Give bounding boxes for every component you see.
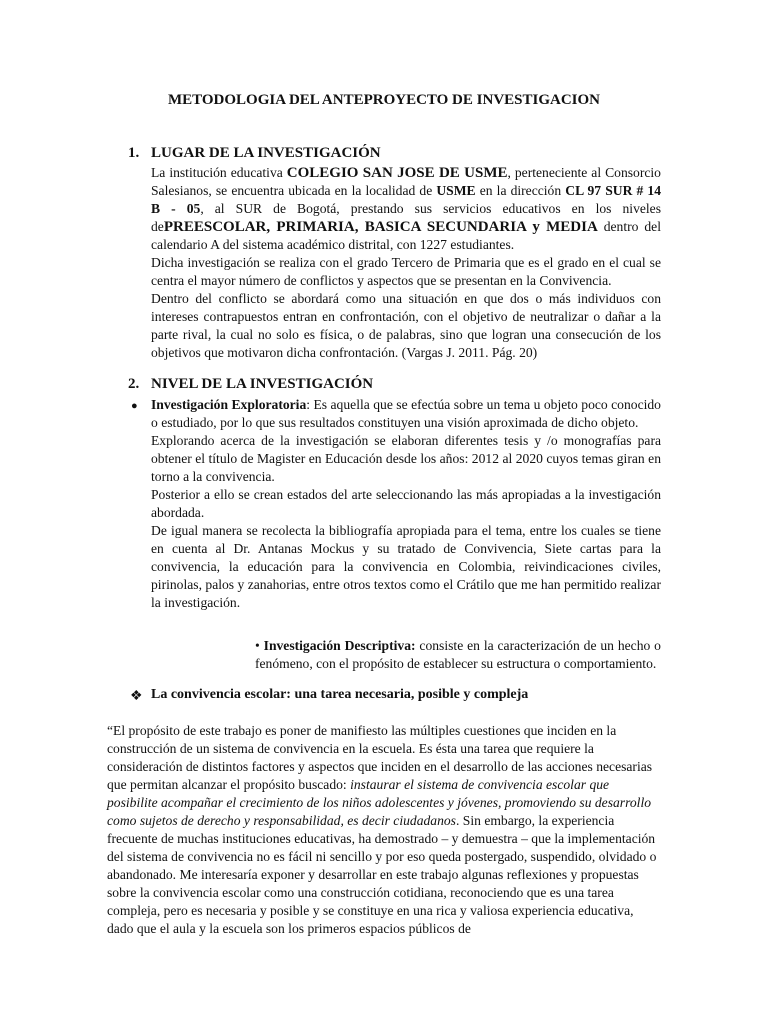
descriptiva-paragraph [255, 637, 661, 673]
section-1-body [151, 164, 661, 362]
quote-italic: instaurar el sistema de convivencia escolar que posibilite acompañar el crecimiento de los niños adolescentes y jóvenes, promoviendo su desarrollo como sujetos de derecho y responsabilidad, es decir ciudadanos [107, 777, 652, 828]
section-2-number: 2. [128, 376, 140, 392]
text-run: La institución educativa [151, 165, 287, 180]
exploratoria-paragraph [151, 396, 661, 432]
bullet-icon: • [255, 638, 260, 653]
convivencia-heading: La convivencia escolar: una tarea necesaria, posible y compleja [151, 687, 529, 702]
quote-paragraph [107, 722, 663, 938]
exploratoria-text: : Es aquella que se efectúa sobre un tema u objeto poco conocido o estudiado, por lo que sus resultados constituyen una visión aproximada de dicho objeto. [151, 397, 661, 430]
section-2-heading [128, 376, 373, 393]
section-1-paragraph-2: Dicha investigación se realiza con el grado Tercero de Primaria que es el grado en el cual se centra el mayor número de conflictos y aspectos que se presentan en la Convivencia. [151, 255, 661, 288]
bullet-icon: ● [131, 400, 138, 412]
section-1-title: LUGAR DE LA INVESTIGACIÓN [151, 145, 381, 161]
text-run: “El propósito de este trabajo es poner de manifiesto las múltiples cuestiones que inciden en la construcción de un sistema de convivencia en la escuela. Es ésta una tarea que requiere la consideración de distintos factores y aspectos que inciden en el desarrollo de las acciones necesarias que permitan alcanzar el propósito buscado: [107, 723, 653, 792]
text-run: , perteneciente al Consorcio Salesianos, se encuentra ubicada en la localidad de [151, 165, 661, 198]
section-2-title: NIVEL DE LA INVESTIGACIÓN [151, 376, 374, 392]
section-1-paragraph-3: Dentro del conflicto se abordará como una situación en que dos o más individuos con intereses contrapuestos entran en confrontación, con el objetivo de neutralizar o dañar a la parte rival, la cual no solo es física, o de palabras, sino que logran una consecución de los objetivos que motivaron dicha confrontación. (Vargas J. 2011. Pág. 20) [151, 291, 661, 360]
address: CL 97 SUR # 14 B - 05 [151, 183, 661, 216]
section-2-paragraph-4: De igual manera se recolecta la bibliografía apropiada para el tema, entre los cuales se tiene en cuenta al Dr. Antanas Mockus y su tratado de Convivencia, Siete cartas para la convivencia, la educación para la convivencia en Colombia, reivindicaciones civiles, pirinolas, palos y zanahorias, entre otros textos como el Crátilo que me han permitido realizar la investigación. [151, 523, 661, 610]
section-2-paragraph-2: Explorando acerca de la investigación se elaboran diferentes tesis y /o monografías para obtener el título de Magister en Educación desde los años: 2012 al 2020 cuyos temas giran en torno a la convivencia. [151, 433, 661, 484]
document-title: METODOLOGIA DEL ANTEPROYECTO DE INVESTIGACION [167, 92, 601, 108]
text-run: . Sin embargo, la experiencia frecuente de muchas instituciones educativas, ha demostrado – y demuestra – que la implementación del sistema de convivencia no es fácil ni sencillo y por eso queda postergado, suspendido, olvidado o abandonado. Me interesaría exponer y desarrollar en este trabajo algunas reflexiones y propuestas sobre la convivencia escolar como una construcción cotidiana, reconociendo que es una tarea compleja, pero es necesaria y posible y se constituye en una rica y valiosa experiencia educativa, dado que el aula y la escuela son los primeros espacios públicos de [107, 813, 657, 936]
exploratoria-label: Investigación Exploratoria [151, 397, 307, 412]
section-2-body [151, 396, 661, 612]
section-1-paragraph-1 [151, 164, 661, 254]
diamond-bullet-icon: ❖ [130, 689, 143, 704]
education-levels: PREESCOLAR, PRIMARIA, BASICA SECUNDARIA y MEDIA [163, 219, 598, 235]
text-run: , al SUR de Bogotá, prestando sus servicios educativos en los niveles de [151, 201, 661, 234]
section-2-paragraph-3: Posterior a ello se crean estados del arte seleccionando las más apropiadas a la investigación abordada. [151, 487, 661, 520]
section-1-number: 1. [128, 145, 140, 161]
text-run: dentro del calendario A del sistema académico distrital, con 1227 estudiantes. [151, 219, 661, 252]
descriptiva-text: consiste en la caracterización de un hecho o fenómeno, con el propósito de establecer su estructura o comportamiento. [255, 638, 661, 671]
school-name: COLEGIO SAN JOSE DE USME [286, 165, 508, 181]
descriptiva-label: Investigación Descriptiva: [263, 638, 416, 653]
text-run: en la dirección [475, 183, 566, 198]
locality-name: USME [436, 183, 476, 198]
section-1-heading [128, 145, 381, 162]
